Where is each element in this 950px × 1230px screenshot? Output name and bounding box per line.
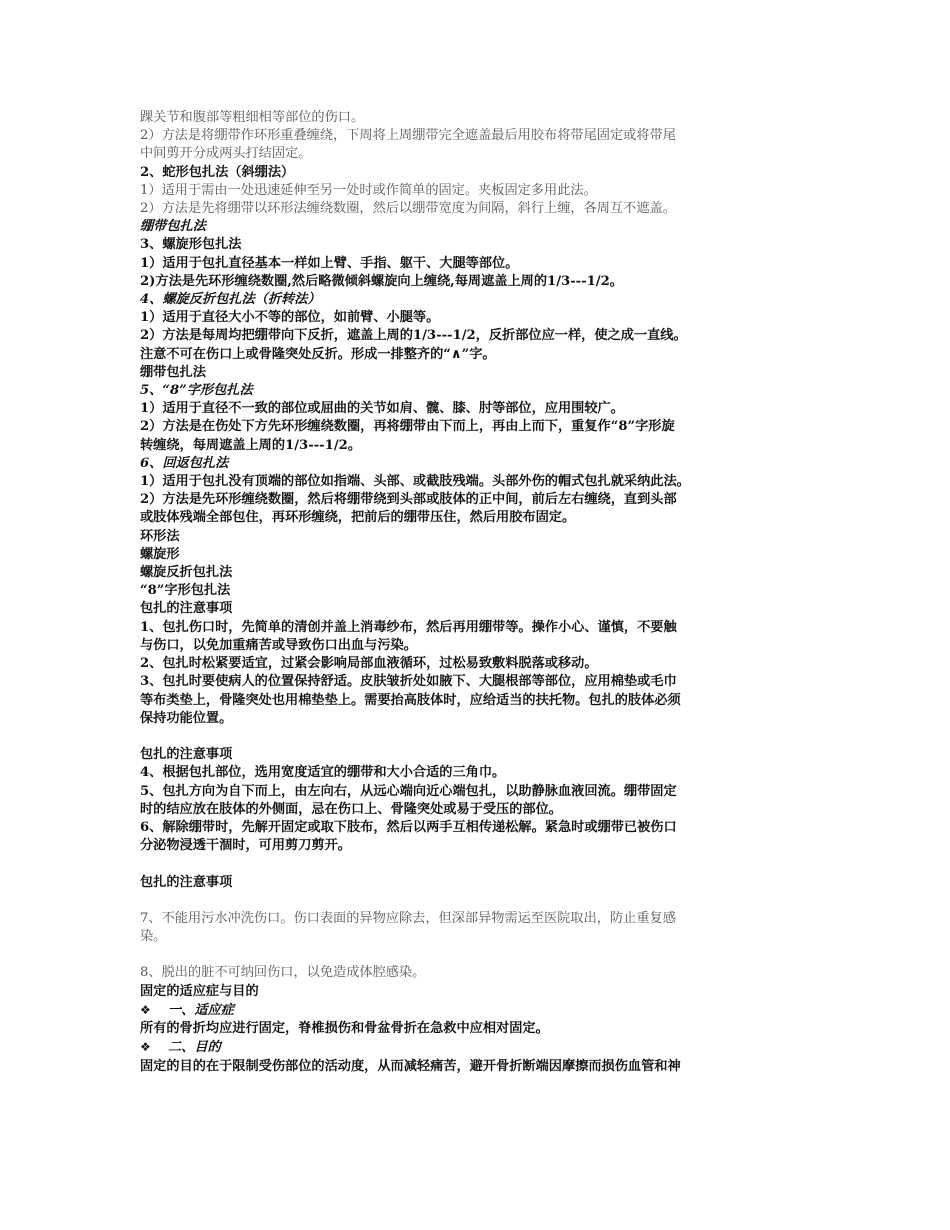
- text-line: [140, 964, 812, 982]
- text-line: [140, 382, 812, 400]
- line-text: 2）方法是先将绷带以环形法缠绕数圈，然后以绷带宽度为间隔，斜行上缠，各周互不遮盖。: [140, 201, 676, 217]
- line-text: 2、蛇形包扎法（斜绷法）: [140, 164, 295, 180]
- line-text: 转缠绕，每周遮盖上周的1/3---1/2。: [140, 437, 362, 453]
- text-line: [140, 764, 812, 782]
- line-text: 5、包扎方向为自下而上，由左向右，从远心端向近心端包扎，以助静脉血液回流。绷带固定: [140, 783, 677, 799]
- line-text: 二、目的: [168, 1040, 221, 1056]
- text-line: [140, 564, 812, 582]
- text-line: [140, 145, 812, 163]
- text-line: [140, 509, 812, 527]
- line-text: 踝关节和腹部等粗细相等部位的伤口。: [140, 110, 365, 125]
- text-line: [140, 746, 812, 764]
- line-text: 2、包扎时松紧要适宜，过紧会影响局部血液循环，过松易致敷料脱落或移动。: [140, 656, 598, 672]
- line-text: 2）方法是在伤处下方先环形缠绕数圈，再将绷带由下而上，再由上而下，重复作“8”字形旋: [140, 419, 675, 435]
- blank-line: [140, 946, 812, 964]
- text-line: [140, 291, 812, 309]
- text-line: [140, 637, 812, 655]
- line-text: 所有的骨折均应进行固定，脊椎损伤和骨盆骨折在急救中应相对固定。: [140, 1021, 549, 1037]
- line-text: 包扎的注意事项: [140, 874, 233, 890]
- line-text: 7、不能用污水冲洗伤口。伤口表面的异物应除去，但深部异物需运至医院取出，防止重复感: [140, 910, 676, 926]
- line-text: 与伤口，以免加重痛苦或导致伤口出血与污染。: [140, 637, 417, 653]
- text-line: [140, 783, 812, 801]
- line-text: 3、包扎时要使病人的位置保持舒适。皮肤皱折处如腋下、大腿根部等部位，应用棉垫或毛巾: [140, 674, 677, 690]
- line-text: 4、根据包扎部位，选用宽度适宜的绷带和大小合适的三角巾。: [140, 765, 506, 781]
- text-line: [140, 491, 812, 509]
- text-line: [140, 1020, 812, 1038]
- text-line: [140, 546, 812, 564]
- text-line: [140, 1058, 812, 1076]
- text-line: [140, 182, 812, 200]
- line-text: 绷带包扎法: [140, 219, 206, 235]
- line-text: 等布类垫上，骨隆突处也用棉垫垫上。需要抬高肢体时，应给适当的扶托物。包扎的肢体必须: [140, 692, 681, 708]
- text-line: [140, 346, 812, 364]
- line-text: 时的结应放在肢体的外侧面，忌在伤口上、骨隆突处或易于受压的部位。: [140, 801, 562, 817]
- line-text: 1）适用于直径不一致的部位或屈曲的关节如肩、髋、膝、肘等部位，应用围较广。: [140, 401, 624, 417]
- line-text: 2）方法是每周均把绷带向下反折，遮盖上周的1/3---1/2，反折部位应一样，使之成一直线。: [140, 328, 687, 344]
- text-line: [140, 418, 812, 436]
- line-text: 螺旋形: [140, 546, 180, 562]
- text-line: [140, 655, 812, 673]
- text-line: [140, 127, 812, 145]
- text-line: [140, 1001, 812, 1020]
- text-line: [140, 437, 812, 455]
- line-text: 1）适用于包扎直径基本一样如上臂、手指、躯干、大腿等部位。: [140, 255, 519, 271]
- line-text: 包扎的注意事项: [140, 747, 233, 763]
- text-line: [140, 692, 812, 710]
- line-text: 分泌物浸透干涸时，可用剪刀剪开。: [140, 838, 351, 854]
- line-text: 6、回返包扎法: [140, 455, 229, 471]
- line-text: 4、螺旋反折包扎法（折转法）: [140, 292, 321, 308]
- text-line: [140, 710, 812, 728]
- blank-line: [140, 728, 812, 746]
- line-text: 螺旋反折包扎法: [140, 565, 233, 581]
- text-line: [140, 200, 812, 218]
- text-line: [140, 327, 812, 345]
- text-line: [140, 528, 812, 546]
- line-text: 绷带包扎法: [140, 364, 206, 380]
- text-line: [140, 455, 812, 473]
- line-text: 注意不可在伤口上或骨隆突处反折。形成一排整齐的“∧”字。: [140, 346, 496, 362]
- text-line: [140, 983, 812, 1001]
- text-line: [140, 400, 812, 418]
- line-text: 一、适应症: [168, 1002, 234, 1018]
- text-line: [140, 1038, 812, 1057]
- line-text: 5、“8”字形包扎法: [140, 383, 253, 399]
- diamond-bullet-icon: ❖: [140, 1002, 151, 1017]
- line-text: 2）方法是将绷带作环形重叠缠绕，下周将上周绷带完全遮盖最后用胶布将带尾固定或将带尾: [140, 128, 676, 144]
- text-line: [140, 619, 812, 637]
- line-text: 3、螺旋形包扎法: [140, 237, 242, 253]
- line-text: 或肢体残端全部包住，再环形缠绕，把前后的绷带压住，然后用胶布固定。: [140, 510, 576, 526]
- text-line: [140, 164, 812, 182]
- line-text: 保持功能位置。: [140, 710, 233, 726]
- text-line: [140, 236, 812, 254]
- line-text: 1）适用于需由一处迅速延伸至另一处时或作简单的固定。夹板固定多用此法。: [140, 182, 597, 198]
- text-line: [140, 837, 812, 855]
- text-line: [140, 473, 812, 491]
- line-text: “8”字形包扎法: [140, 583, 231, 599]
- text-line: [140, 819, 812, 837]
- line-text: 包扎的注意事项: [140, 601, 233, 617]
- line-text: 染。: [140, 929, 167, 945]
- blank-line: [140, 892, 812, 910]
- text-line: [140, 928, 812, 946]
- line-text: 1）适用于包扎没有顶端的部位如指端、头部、或截肢残端。头部外伤的帽式包扎就采纳此法。: [140, 474, 690, 490]
- text-line: [140, 109, 812, 127]
- line-text: 1）适用于直径大小不等的部位，如前臂、小腿等。: [140, 310, 440, 326]
- line-text: 固定的目的在于限制受伤部位的活动度，从而减轻痛苦，避开骨折断端因摩擦而损伤血管和神: [140, 1058, 681, 1074]
- line-text: 2)方法是先环形缠绕数圈,然后略微倾斜螺旋向上缠绕,每周遮盖上周的1/3---1/2。: [140, 273, 623, 289]
- line-text: 1、包扎伤口时，先简单的清创并盖上消毒纱布，然后再用绷带等。操作小心、谨慎，不要触: [140, 619, 677, 635]
- diamond-bullet-icon: ❖: [140, 1040, 151, 1055]
- line-text: 2）方法是先环形缠绕数圈，然后将绷带绕到头部或肢体的正中间，前后左右缠绕，直到头部: [140, 492, 677, 508]
- line-text: 环形法: [140, 528, 180, 544]
- line-text: 8、脱出的脏不可纳回伤口，以免造成体腔感染。: [140, 965, 426, 981]
- text-line: [140, 364, 812, 382]
- text-line: [140, 582, 812, 600]
- text-line: [140, 801, 812, 819]
- text-line: [140, 309, 812, 327]
- text-line: [140, 255, 812, 273]
- document-body: [140, 109, 812, 1076]
- text-line: [140, 673, 812, 691]
- line-text: 中间剪开分成两头打结固定。: [140, 146, 312, 162]
- text-line: [140, 874, 812, 892]
- line-text: 固定的适应症与目的: [140, 983, 259, 999]
- text-line: [140, 218, 812, 236]
- blank-line: [140, 855, 812, 873]
- text-line: [140, 910, 812, 928]
- text-line: [140, 273, 812, 291]
- text-line: [140, 600, 812, 618]
- line-text: 6、解除绷带时，先解开固定或取下肢布，然后以两手互相传递松解。紧急时或绷带已被伤口: [140, 819, 677, 835]
